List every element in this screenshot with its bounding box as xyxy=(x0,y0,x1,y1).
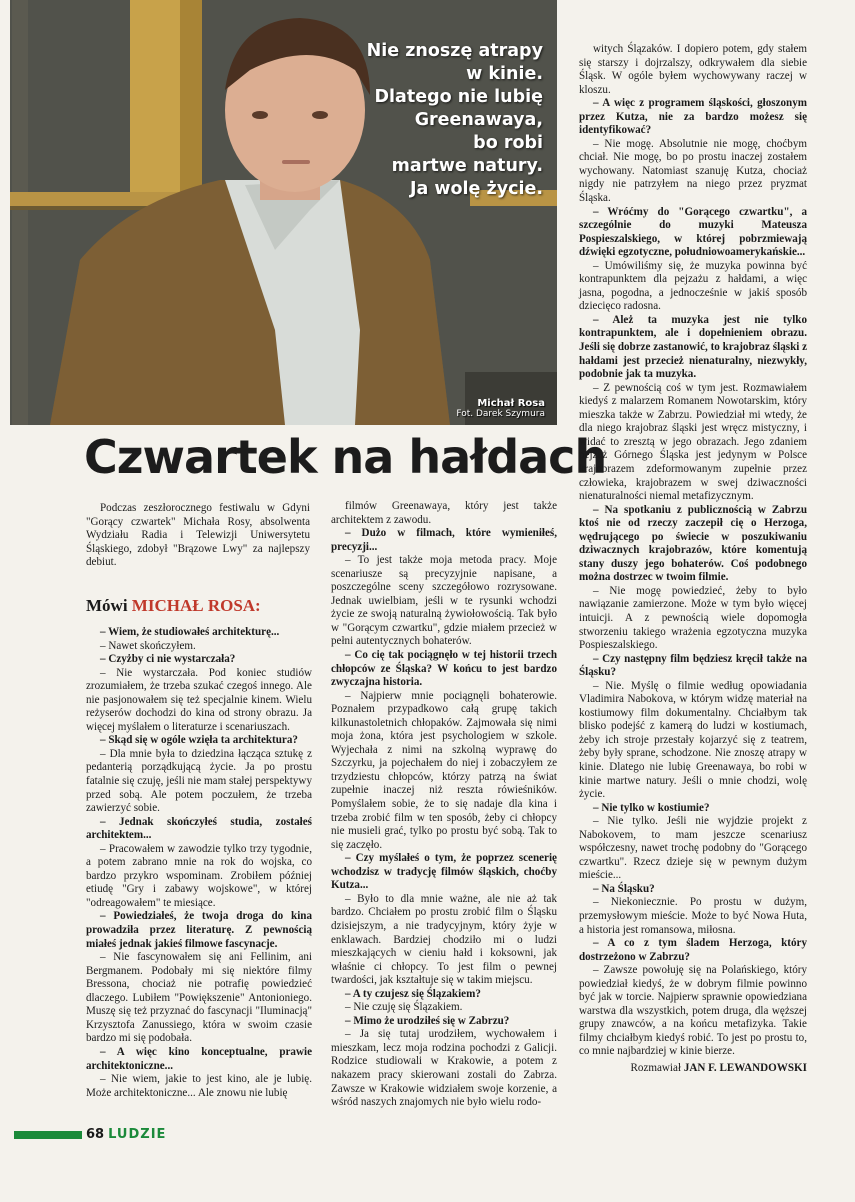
quote-line: Dlatego nie lubię xyxy=(374,87,543,107)
interview-answer: – Pracowałem w zawodzie tylko trzy tygodnie, a potem zabrano mnie na rok do wojska, co bardzo przykro wspominam. Zrobiłem później etiudę "Gry i zabawy wojskowe", w której "odreagowałem" te miesiące. xyxy=(86,842,312,909)
quote-line: Ja wolę życie. xyxy=(409,179,543,199)
interview-question: – Co cię tak pociągnęło w tej historii trzech chłopców ze Śląska? W końcu to jest bardzo zwyczajna historia. xyxy=(331,649,557,689)
signature-prefix: Rozmawiał xyxy=(630,1062,682,1075)
interview-answer: – To jest także moja metoda pracy. Moje scenariusze są precyzyjnie napisane, a poszczególne sceny szczegółowo rozrysowane. Jednak uwielbiam, jeśli w te rysunki wchodzi życie ze swoją naturalną żywiołowością. Tak było w "Gorącym czwartku", gdzie miałem przecież w pełni autentycznych bohaterów. xyxy=(331,554,557,648)
interview-question: – Wróćmy do "Gorącego czwartku", a szczególnie do muzyki Mateusza Pospieszalskiego, w której pobrzmiewają dźwięki egzotyczne, południowoamerykańskie... xyxy=(579,205,807,259)
interview-question: – A więc kino konceptualne, prawie architektoniczne... xyxy=(86,1045,312,1072)
interview-answer: – Nie tylko. Jeśli nie wyjdzie projekt z Nabokovem, to mam jeszcze scenariusz współczesny, nawet trochę podobny do "Gorącego czwartku". Rzecz dzieje się w pewnym dużym mieście... xyxy=(579,815,807,882)
pull-quote xyxy=(323,40,543,201)
photo-credit: Fot. Darek Szymura xyxy=(456,409,545,419)
page-number: 68 xyxy=(86,1127,105,1142)
speaker-name: MICHAŁ ROSA: xyxy=(131,596,261,615)
footer-bar xyxy=(14,1131,82,1139)
lead-paragraph: Podczas zeszłorocznego festiwalu w Gdyni "Gorący czwartek" Michała Rosy, absolwenta Wydziału Radia i Telewizji Uniwersytetu Śląskiego, zdobył "Brązowe Lwy" za najlepszy debiut. xyxy=(86,502,310,569)
quote-line: bo robi xyxy=(473,133,543,153)
interview-question: – Czy myślałeś o tym, że poprzez scenerię wchodzisz w tradycję filmów śląskich, choćby Kutza... xyxy=(331,852,557,892)
interview-answer: – Najpierw mnie pociągnęli bohaterowie. Poznałem przypadkowo całą grupę takich kilkunastoletnich chłopaków. Zajmowała się nimi moja żona, która jest psychologiem w szkole. Wyjechała z nimi na szkolną wyprawę do Szczyrku, ja pojechałem do niej i zobaczyłem ze trzydziestu chłopców, którzy patrzą na świat zupełnie inaczej niż reszta rówieśników. Pomyślałem sobie, że to się nadaje dla kina i trzeba zrobić film w ten sposób, żeby ci chłopcy nie musieli grać, tylko po prostu być sobą. Tak to się zaczęło. xyxy=(331,689,557,851)
interview-question: – Czy następny film będziesz kręcił także na Śląsku? xyxy=(579,652,807,679)
speaker-heading xyxy=(86,596,261,616)
quote-line: Nie znoszę atrapy xyxy=(366,41,543,61)
interview-question: – Powiedziałeś, że twoja droga do kina prowadziła przez literaturę. Z pewnością miałeś jednak jakieś filmowe fascynacje. xyxy=(86,910,312,950)
article-headline: Czwartek na hałdach xyxy=(84,430,607,484)
text-column-2 xyxy=(331,500,557,1110)
interview-answer: witych Ślązaków. I dopiero potem, gdy stałem się starszy i dojrzalszy, odkrywałem dla siebie Śląsk. W ogóle byłem wychowywany raczej w kloszu. xyxy=(579,43,807,96)
interview-question: – Wiem, że studiowałeś architekturę... xyxy=(100,626,280,638)
interview-answer: – Umówiliśmy się, że muzyka powinna być kontrapunktem dla pejzażu z hałdami, a więc jasna, pogodna, a jednocześnie w jakiś sposób dziecięco radosna. xyxy=(579,259,807,313)
interview-question: – Czyżby ci nie wystarczała? xyxy=(100,653,236,666)
interview-answer: – Nie czuję się Ślązakiem. xyxy=(345,1001,463,1014)
interview-question: – Ależ ta muzyka jest nie tylko kontrapunktem, ale i dopełnieniem obrazu. Jeśli się dobrze zastanowić, to krajobraz śląski z hałdami jest przecież nienaturalny, niezwykły, podobnie jak ta muzyka. xyxy=(579,313,808,381)
interview-answer: – Ja się tutaj urodziłem, wychowałem i mieszkam, lecz moja rodzina pochodzi z Galicji. Rodzice studiowali w Krakowie, a potem z nakazem pracy skierowani zostali do Zabrza. Zawsze w Krakowie widziałem swoje korzenie, a wśród naszych znajomych nie było wielu rodo- xyxy=(331,1028,557,1109)
photo-caption xyxy=(456,398,545,419)
interview-question: – Na spotkaniu z publicznością w Zabrzu ktoś nie od rzeczy zaczepił cię o Herzoga, wędrującego po świecie w poszukiwaniu dziwacznych krajobrazów, które komentują stany duszy jego bohaterów. Coś podobnego można dostrzec w twoim filmie. xyxy=(579,503,807,584)
interview-question: – Nie tylko w kostiumie? xyxy=(593,801,710,814)
quote-line: martwe natury. xyxy=(391,156,543,176)
interview-question: – Jednak skończyłeś studia, zostałeś architektem... xyxy=(86,815,312,842)
interviewer-signature xyxy=(579,1062,807,1076)
signature-name: JAN F. LEWANDOWSKI xyxy=(683,1062,807,1075)
interview-answer: – Zawsze powołuję się na Polańskiego, który powiedział kiedyś, że w dobrym filmie powinno być jak w torcie. Najpierw sprawnie opowiedziana warstwa dla wszystkich, potem druga, dla węższej grupy znawców, a na końcu metafizyka. Takie filmy chciałbym kiedyś robić. To jest po prostu to, co mnie najbardziej w kinie bierze. xyxy=(579,964,807,1058)
text-column-3 xyxy=(579,43,807,1076)
interview-question: – A co z tym śladem Herzoga, który dostrzeżono w Zabrzu? xyxy=(579,937,807,963)
interview-answer: – Nie mogę. Absolutnie nie mogę, choćbym chciał. Nie mogę, bo po prostu inaczej zostałem wychowany. Natomiast szanuję Kutza, chociaż nigdy nie patrzyłem na niego przez pryzmat Śląska. xyxy=(579,137,807,205)
interview-answer: – Było to dla mnie ważne, ale nie aż tak bardzo. Chciałem po prostu zrobić film o Śląsku dzisiejszym, a nie tradycyjnym, który żyje w enklawach. Bardziej chodziło mi o ludzi mieszkających w cieniu hałd i koksowni, jak właśnie ci chłopcy. To jest film o pewnej twardości, jak kształtuje się w takim miejscu. xyxy=(331,892,557,987)
interview-answer: filmów Greenawaya, który jest także architektem z zawodu. xyxy=(331,500,557,526)
interview-answer: – Nie wiem, jakie to jest kino, ale je lubię. Może architektoniczne... Ale znowu nie lubię xyxy=(86,1073,312,1099)
quote-line: w kinie. xyxy=(466,64,543,84)
interview-answer: – Dla mnie była to dziedzina łącząca sztukę z pedanterią porządkującą życie. Ja po prostu fatalnie się czuję, jeśli nie mam stałej perspektywy przed sobą. Ale potem poczułem, że trzeba zawierzyć sobie. xyxy=(86,747,312,815)
interview-answer: – Z pewnością coś w tym jest. Rozmawiałem kiedyś z malarzem Romanem Nowotarskim, który mieszka także w Zabrzu. Powiedział mi wtedy, że dla niego krajobraz śląski jest wręcz mistyczny, i widać to zresztą w jego obrazach. Jego zdaniem pejzaż Górnego Śląska jest jedynym w Polsce krajobrazem zdeformowanym zupełnie przez człowieka, krajobrazem w swej dziwaczności nienaturalności niemal metafizycznym. xyxy=(579,381,807,503)
speaker-prefix: Mówi xyxy=(86,596,128,615)
magazine-name: LUDZIE xyxy=(108,1127,167,1142)
quote-line: Greenawaya, xyxy=(414,110,543,130)
text-column-1 xyxy=(86,626,312,1100)
interview-answer: – Nie. Myślę o filmie według opowiadania Vladimira Nabokova, w którym widzę materiał na kostiumowy film dokumentalny. Chciałbym tak blisko podejść z kamerą do ludzi w kostiumach, żeby ich stroje przestały kojarzyć się z teatrem, żeby były sprane, schodzone. Nie znoszę atrapy w kinie. Dlatego nie lubię Greenawaya, bo robi w kinie martwe natury. Jeśli o mnie chodzi, wolę życie. xyxy=(579,679,807,801)
interview-answer: – Nie fascynowałem się ani Fellinim, ani Bergmanem. Podobały mi się niektóre filmy Bressona, chociaż nie potrafię powiedzieć dlaczego. Lubiłem "Powiększenie" Antonioniego. Muszę się też przyznać do fascynacji "Iluminacją" Krzysztofa Zanussiego, która w swoim czasie bardzo mi się podobała. xyxy=(86,951,312,1045)
interview-question: – A więc z programem śląskości, głoszonym przez Kutza, nie za bardzo możesz się identyfikować? xyxy=(579,97,807,137)
interview-question: – Skąd się w ogóle wzięła ta architektura? xyxy=(100,734,298,747)
portrait-photo xyxy=(10,0,557,425)
interview-answer: – Nie wystarczała. Pod koniec studiów zrozumiałem, że trzeba szukać czegoś innego. Ale nie pasjonowałem się też specjalnie kinem. Wielu reżyserów dochodzi do kina od strony obrazu. Ja więcej myślałem o literaturze i scenariuszach. xyxy=(86,666,312,733)
interview-question: – A ty czujesz się Ślązakiem? xyxy=(345,987,481,1000)
interview-question: – Mimo że urodziłeś się w Zabrzu? xyxy=(345,1014,510,1027)
article-lead xyxy=(86,502,310,570)
interview-question: – Na Śląsku? xyxy=(593,882,655,895)
interview-answer: – Nie mogę powiedzieć, żeby to było nawiązanie zamierzone. Może w tym było więcej intuicji. A z pewnością wiele dopomogła stworzeniu takiego wrażenia egzotyczna muzyka Pospieszalskiego. xyxy=(579,584,807,652)
page-footer xyxy=(14,1127,166,1142)
interview-question: – Dużo w filmach, które wymieniłeś, precyzji... xyxy=(331,527,557,553)
interview-answer: – Niekoniecznie. Po prostu w dużym, przemysłowym mieście. Może to być Nowa Huta, a historia jest romansowa, miłosna. xyxy=(579,896,807,936)
interview-answer: – Nawet skończyłem. xyxy=(100,639,196,652)
caption-name: Michał Rosa xyxy=(477,398,545,409)
